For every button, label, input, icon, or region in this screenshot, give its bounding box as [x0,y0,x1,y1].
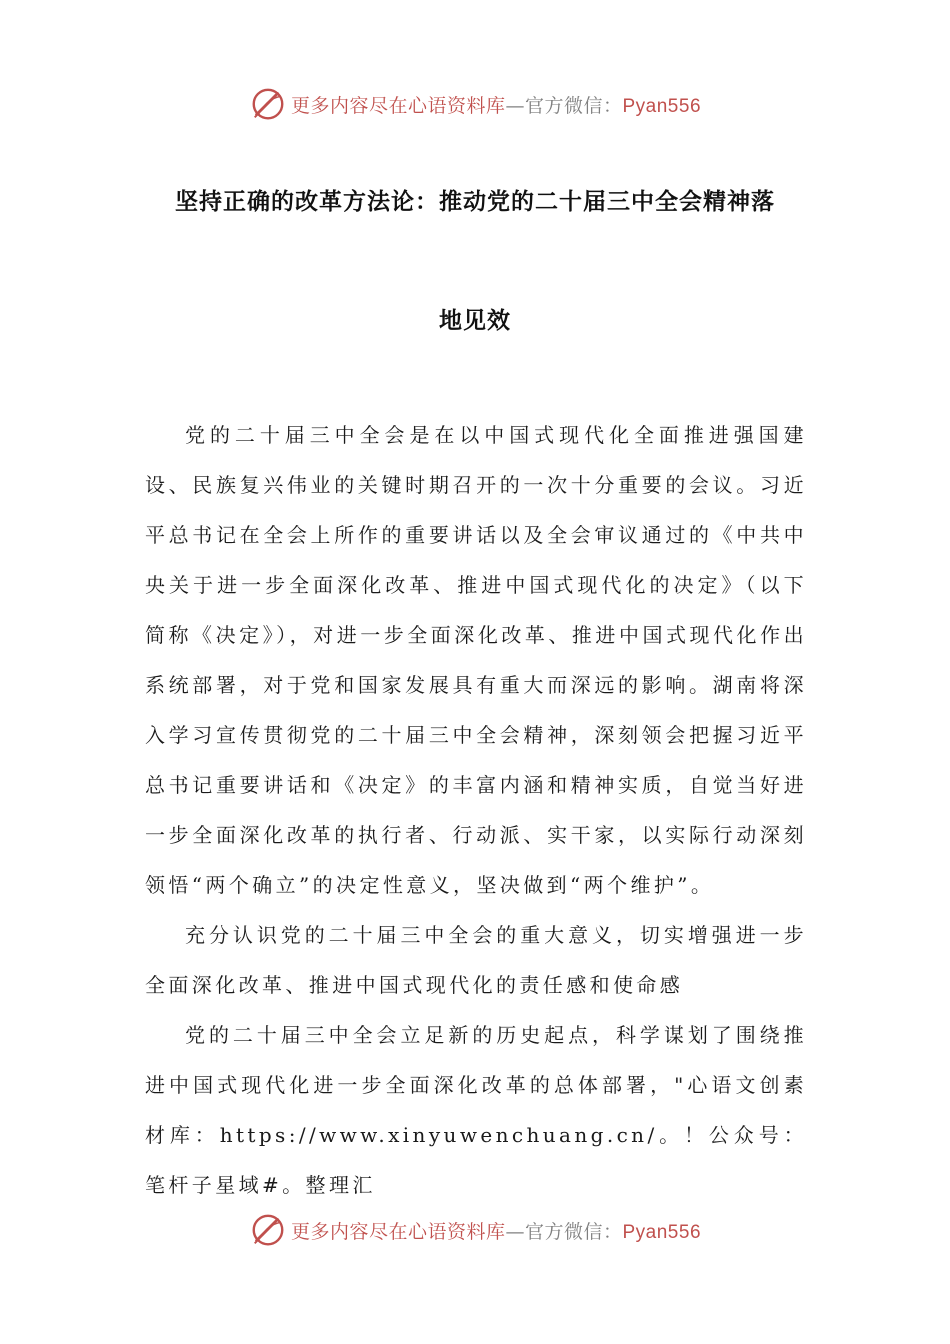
paragraph-1: 党的二十届三中全会是在以中国式现代化全面推进强国建设、民族复兴伟业的关键时期召开的一次十分重要的会议。习近平总书记在全会上所作的重要讲话以及全会审议通过的《中共中央关于进一步全面深化改革、推进中国式现代化的决定》（以下简称《决定》），对进一步全面深化改革、推进中国式现代化作出系统部署，对于党和国家发展具有重大而深远的影响。湖南将深入学习宣传贯彻党的二十届三中全会精神，深刻领会把握习近平总书记重要讲话和《决定》的丰富内涵和精神实质，自觉当好进一步全面深化改革的执行者、行动派、实干家，以实际行动深刻领悟“两个确立”的决定性意义，坚决做到“两个维护”。 [145,423,807,897]
header-wechat-label: 官方微信： [524,94,623,117]
logo-pen-icon [249,85,287,123]
article-title-line1: 坚持正确的改革方法论：推动党的二十届三中全会精神落 [175,189,775,215]
paragraph-2: 充分认识党的二十届三中全会的重大意义，切实增强进一步全面深化改革、推进中国式现代化的责任感和使命感 [145,923,807,997]
footer-wechat-label: 官方微信： [524,1220,623,1243]
footer-wechat-id: Pyan556 [622,1221,702,1243]
header-banner [0,84,950,124]
header-wechat-id: Pyan556 [622,95,702,117]
footer-banner [0,1210,950,1250]
footer-site-text: 更多内容尽在心语资料库 [290,1220,506,1243]
article-body [145,410,807,1210]
logo-pen-icon [249,1211,287,1249]
header-dash: — [505,94,525,117]
paragraph-3: 党的二十届三中全会立足新的历史起点，科学谋划了围绕推进中国式现代化进一步全面深化改革的总体部署，"心语文创素材库：https://www.xinyuwenchuang.cn/。！公众号：笔杆子星域#。整理汇 [145,1023,807,1197]
header-site-text: 更多内容尽在心语资料库 [290,94,506,117]
footer-dash: — [505,1220,525,1243]
article-title-line2: 地见效 [439,308,511,334]
